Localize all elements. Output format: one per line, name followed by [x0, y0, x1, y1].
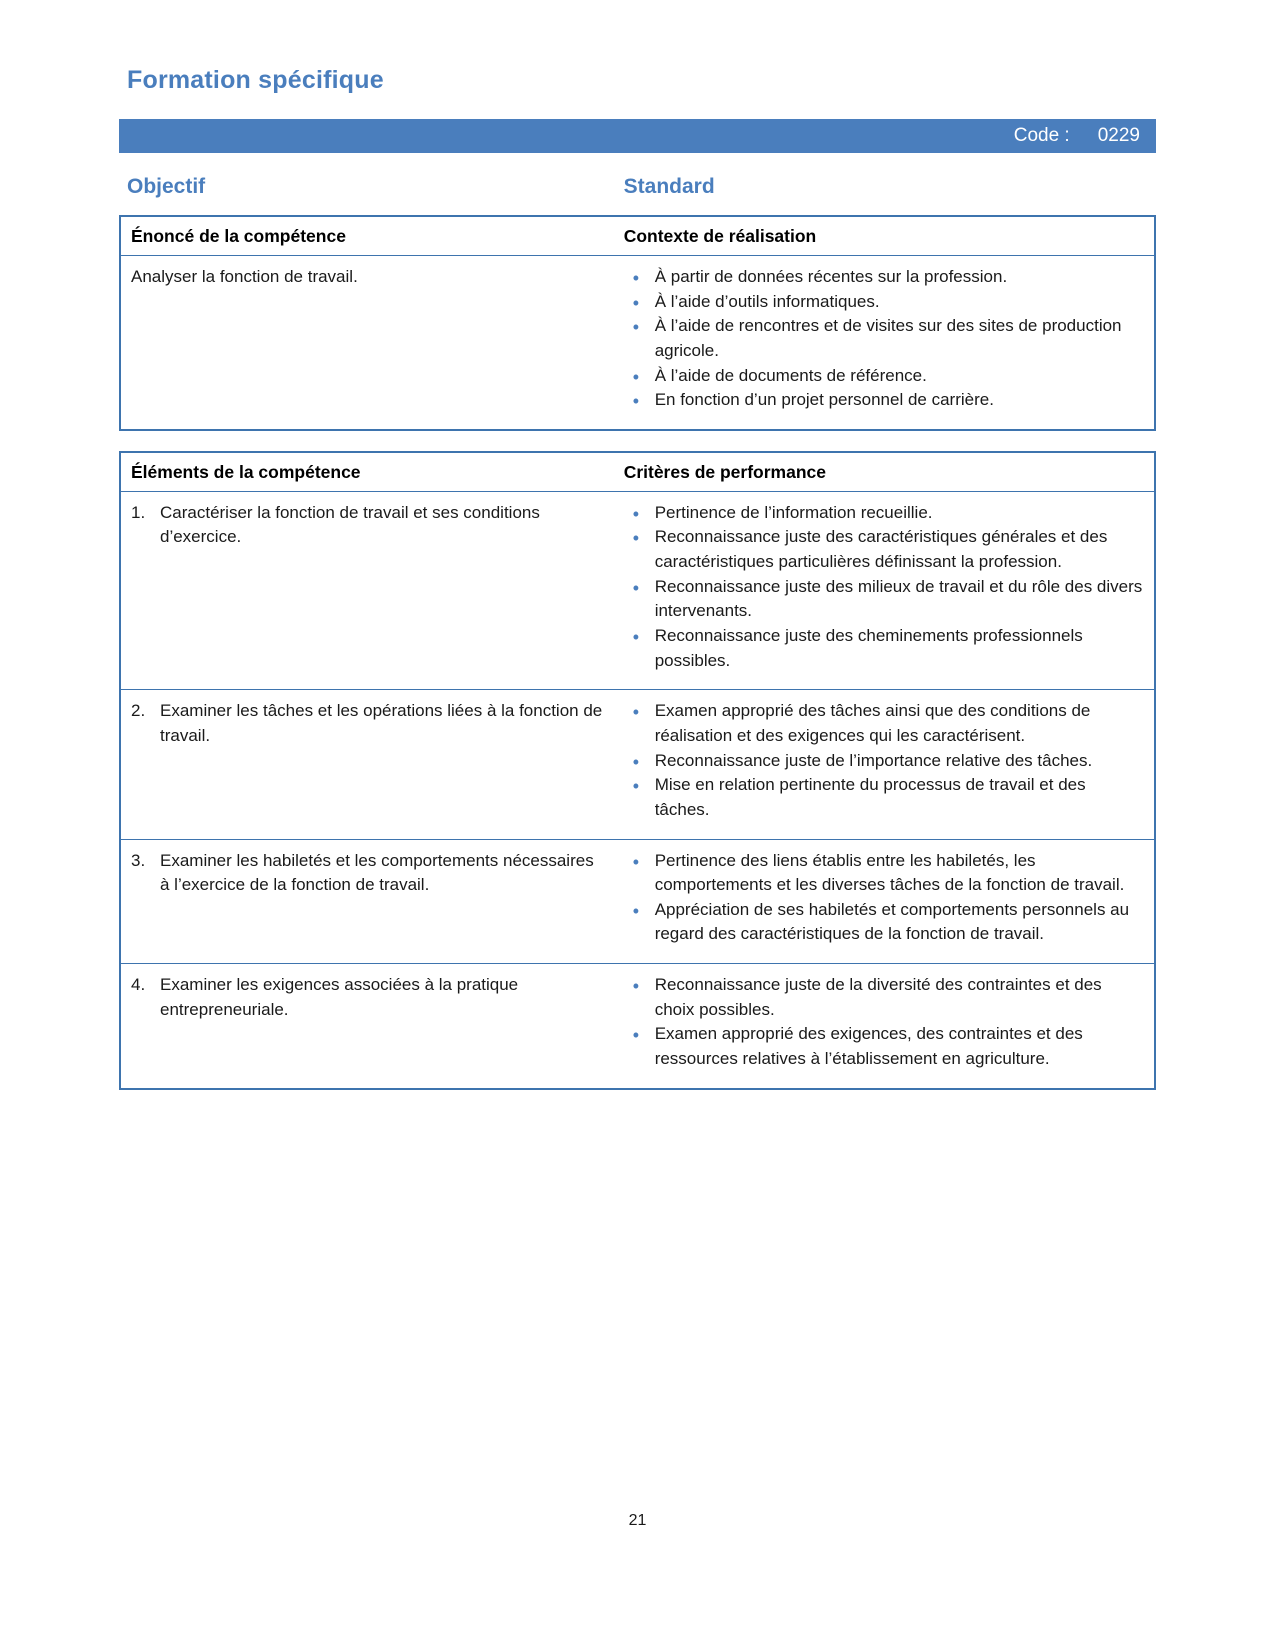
- element-item: [131, 849, 604, 898]
- criteres-bullet-list: [624, 501, 1144, 673]
- bullet-item: • À l’aide de rencontres et de visites sur des sites de production agricole.: [624, 314, 1144, 363]
- elements-header: Éléments de la compétence: [120, 452, 614, 492]
- element-number: 3.: [131, 850, 146, 870]
- element-cell: [120, 839, 614, 964]
- contexte-cell: [614, 256, 1155, 430]
- bullet-item: • À l’aide d’outils informatiques.: [624, 290, 1144, 315]
- column-headers: [119, 175, 1156, 199]
- table-row: [120, 964, 1155, 1089]
- criteres-bullet-list: [624, 973, 1144, 1072]
- bullet-item: • Mise en relation pertinente du processus de travail et des tâches.: [624, 773, 1144, 822]
- criteres-bullet-list: [624, 849, 1144, 948]
- criteres-cell: [614, 964, 1155, 1089]
- element-text: Examiner les exigences associées à la pratique entrepreneuriale.: [160, 975, 519, 1019]
- bullet-item: • À l’aide de documents de référence.: [624, 364, 1144, 389]
- bullet-item: • Reconnaissance juste de l’importance relative des tâches.: [624, 749, 1144, 774]
- bullet-item: • Reconnaissance juste de la diversité des contraintes et des choix possibles.: [624, 973, 1144, 1022]
- element-cell: [120, 690, 614, 839]
- bullet-item: • Examen approprié des tâches ainsi que des conditions de réalisation et des exigences qui les caractérisent.: [624, 699, 1144, 748]
- enonce-competence-table: [119, 215, 1156, 431]
- element-cell: [120, 491, 614, 689]
- contexte-bullet-list: [624, 265, 1144, 413]
- element-item: [131, 699, 604, 748]
- page-number: 21: [628, 1512, 647, 1529]
- enonce-text: Analyser la fonction de travail.: [131, 267, 358, 286]
- criteres-cell: [614, 690, 1155, 839]
- table-row: [120, 839, 1155, 964]
- element-number: 1.: [131, 502, 146, 522]
- bullet-item: • Examen approprié des exigences, des contraintes et des ressources relatives à l’établissement en agriculture.: [624, 1022, 1144, 1071]
- table-row: [120, 256, 1155, 430]
- bullet-item: • Pertinence de l’information recueillie.: [624, 501, 1144, 526]
- bullet-item: • Reconnaissance juste des milieux de travail et du rôle des divers intervenants.: [624, 575, 1144, 624]
- code-label: Code :: [1013, 125, 1070, 146]
- element-text: Caractériser la fonction de travail et ses conditions d’exercice.: [160, 502, 540, 547]
- code-bar: [119, 119, 1156, 153]
- criteres-cell: [614, 839, 1155, 964]
- table-row: [120, 491, 1155, 689]
- enonce-header: Énoncé de la compétence: [120, 216, 614, 256]
- element-number: 2.: [131, 701, 146, 721]
- enonce-cell: [120, 256, 614, 430]
- bullet-item: • Pertinence des liens établis entre les habiletés, les comportements et les diverses tâches de la fonction de travail.: [624, 849, 1144, 898]
- bullet-item: • À partir de données récentes sur la profession.: [624, 265, 1144, 290]
- criteres-cell: [614, 491, 1155, 689]
- bullet-item: • Reconnaissance juste des caractéristiques générales et des caractéristiques particulières définissant la profession.: [624, 525, 1144, 574]
- bullet-item: • Reconnaissance juste des cheminements professionnels possibles.: [624, 624, 1144, 673]
- element-cell: [120, 964, 614, 1089]
- bullet-item: • Appréciation de ses habiletés et comportements personnels au regard des caractéristiques de la fonction de travail.: [624, 898, 1144, 947]
- bullet-item: • En fonction d’un projet personnel de carrière.: [624, 388, 1144, 413]
- element-item: [131, 973, 604, 1022]
- element-text: Examiner les tâches et les opérations liées à la fonction de travail.: [160, 701, 603, 745]
- page-title: Formation spécifique: [127, 66, 384, 94]
- element-item: [131, 501, 604, 550]
- table-row: [120, 690, 1155, 839]
- table-header-row: [120, 452, 1155, 492]
- code-value: 0229: [1097, 125, 1140, 146]
- element-text: Examiner les habiletés et les comportements nécessaires à l’exercice de la fonction de travail.: [160, 850, 594, 895]
- criteres-bullet-list: [624, 699, 1144, 822]
- elements-competence-table: [119, 451, 1156, 1090]
- criteres-header: Critères de performance: [614, 452, 1155, 492]
- standard-heading: Standard: [623, 175, 715, 198]
- contexte-header: Contexte de réalisation: [614, 216, 1155, 256]
- objectif-heading: Objectif: [127, 175, 206, 198]
- element-number: 4.: [131, 975, 146, 995]
- table-header-row: [120, 216, 1155, 256]
